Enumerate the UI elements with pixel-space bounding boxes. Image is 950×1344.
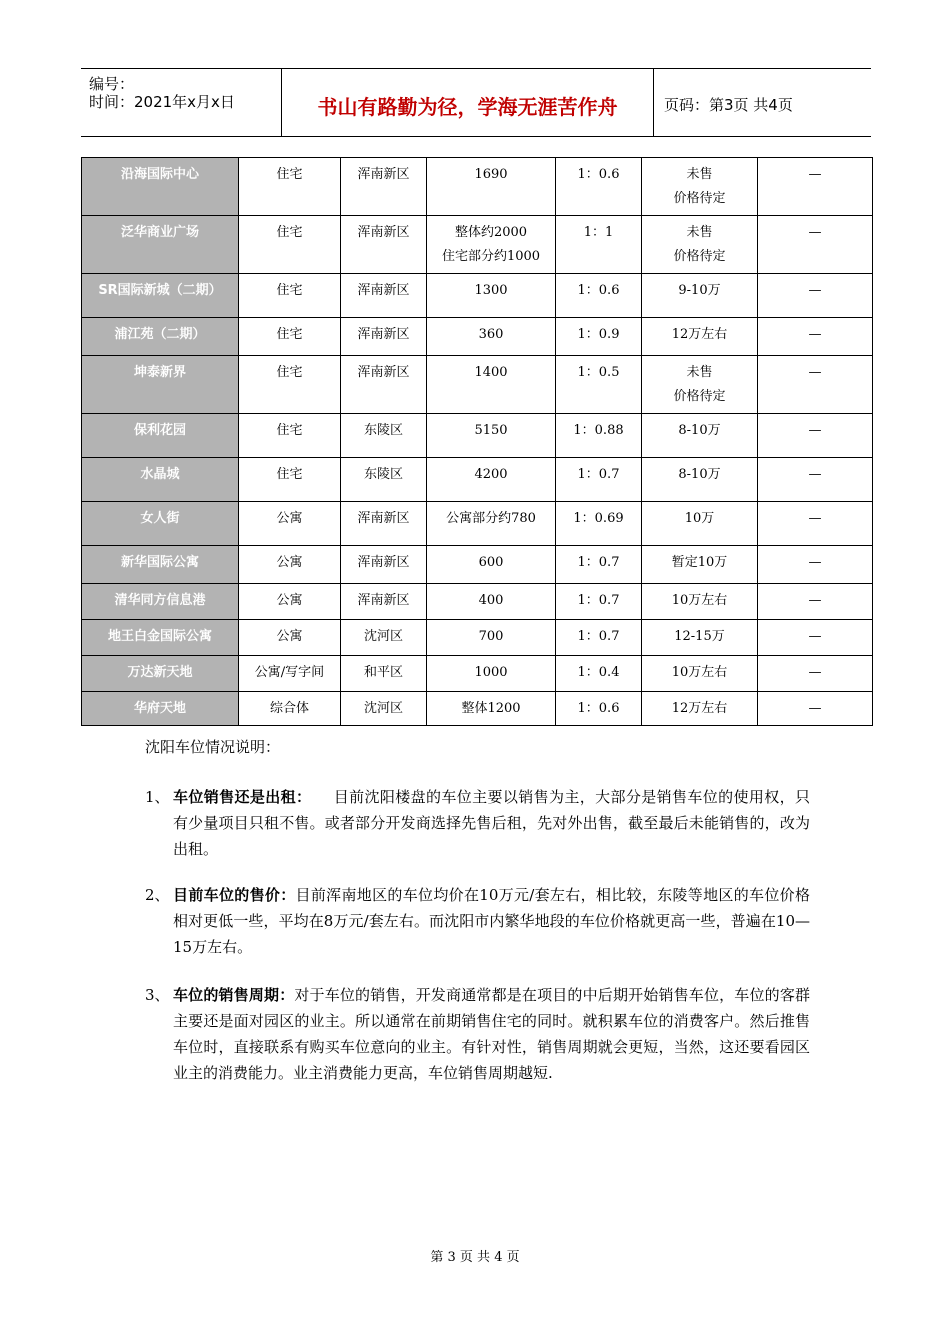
page-footer: 第 3 页 共 4 页 [430,1250,520,1265]
cell-line: 1300 [474,283,508,298]
table-row [82,318,873,356]
cell-line: 360 [478,327,504,342]
cell-line: 未售 [686,225,713,240]
row-count-cell [427,158,556,216]
header-page-cell [654,69,871,136]
row-type-cell: 住宅 [239,414,341,458]
row-name-cell: 新华国际公寓 [82,546,239,584]
row-note-cell: — [758,692,873,726]
row-ratio-cell: 1：0.69 [556,502,642,546]
item-text [173,982,810,1086]
row-ratio-cell: 1：0.7 [556,458,642,502]
cell-line: 10万左右 [671,665,728,680]
cell-line: 未售 [686,365,713,380]
cell-line: 12万左右 [671,701,728,716]
document-number-label: 编号： [89,75,135,93]
row-name-cell: 地王白金国际公寓 [82,620,239,656]
item-number: 3、 [145,986,170,1004]
row-type-cell: 公寓 [239,584,341,620]
cell-line: 整体1200 [461,701,521,716]
cell-line: 600 [478,555,504,570]
cell-line: 公寓部分约780 [446,511,536,526]
row-ratio-cell: 1：0.88 [556,414,642,458]
row-district-cell: 东陵区 [341,414,427,458]
row-ratio-cell: 1：0.4 [556,656,642,692]
item-heading: 车位的销售周期： [173,986,295,1004]
row-note-cell: — [758,356,873,414]
row-district-cell: 沈河区 [341,620,427,656]
item-body: 目前沈阳楼盘的车位主要以销售为主，大部分是销售车位的使用权，只有少量项目只租不售。或者部分开发商选择先售后租，先对外出售，截至最后未能销售的，改为出租。 [173,788,810,858]
row-price-cell [642,546,758,584]
row-name-cell: 坤泰新界 [82,356,239,414]
table-row [82,546,873,584]
item-text [173,784,810,862]
row-note-cell: — [758,502,873,546]
row-type-cell: 住宅 [239,356,341,414]
row-type-cell: 公寓 [239,546,341,584]
item-text [173,882,810,960]
row-type-cell: 公寓 [239,502,341,546]
cell-line: 4200 [474,467,508,482]
row-ratio-cell: 1：0.7 [556,584,642,620]
table-row [82,656,873,692]
cell-line: 12万左右 [671,327,728,342]
row-price-cell [642,502,758,546]
row-ratio-cell: 1：0.7 [556,546,642,584]
cell-line: 700 [478,629,504,644]
row-district-cell: 浑南新区 [341,584,427,620]
list-item [145,882,810,960]
cell-line: 1690 [474,167,508,182]
table-row [82,356,873,414]
row-note-cell: — [758,274,873,318]
item-number: 1、 [145,788,170,806]
row-note-cell: — [758,458,873,502]
row-district-cell: 沈河区 [341,692,427,726]
table-row [82,502,873,546]
row-note-cell: — [758,584,873,620]
cell-line: 9-10万 [678,283,721,298]
row-count-cell [427,656,556,692]
row-ratio-cell: 1：0.6 [556,692,642,726]
list-item [145,982,810,1086]
header-motto: 书山有路勤为径，学海无涯苦作舟 [317,95,618,119]
row-price-cell [642,356,758,414]
row-type-cell: 综合体 [239,692,341,726]
row-ratio-cell: 1：0.6 [556,158,642,216]
cell-line: 10万左右 [671,593,728,608]
row-price-cell [642,656,758,692]
page-header [81,68,871,137]
cell-line: 400 [478,593,504,608]
table-row [82,692,873,726]
row-district-cell: 浑南新区 [341,502,427,546]
header-motto-cell [282,69,654,136]
row-count-cell [427,356,556,414]
row-type-cell: 住宅 [239,274,341,318]
row-ratio-cell: 1：1 [556,216,642,274]
row-price-cell [642,692,758,726]
row-district-cell: 浑南新区 [341,546,427,584]
cell-line: 1000 [474,665,508,680]
row-count-cell [427,318,556,356]
row-count-cell [427,692,556,726]
row-name-cell: 万达新天地 [82,656,239,692]
item-body: 对于车位的销售，开发商通常都是在项目的中后期开始销售车位，车位的客群主要还是面对园区的业主。所以通常在前期销售住宅的同时。就积累车位的消费客户。然后推售车位时，直接联系有购买车位意向的业主。有针对性，销售周期就会更短，当然，这还要看园区业主的消费能力。业主消费能力更高，车位销售周期越短. [173,986,810,1082]
row-district-cell: 东陵区 [341,458,427,502]
row-ratio-cell: 1：0.6 [556,274,642,318]
row-name-cell: 清华同方信息港 [82,584,239,620]
row-price-cell [642,274,758,318]
table-row [82,158,873,216]
row-name-cell: SR国际新城（二期） [82,274,239,318]
row-count-cell [427,546,556,584]
row-count-cell [427,274,556,318]
row-count-cell [427,216,556,274]
row-ratio-cell: 1：0.7 [556,620,642,656]
row-type-cell: 住宅 [239,216,341,274]
cell-line: 未售 [686,167,713,182]
header-page-label: 页码：第3页 共4页 [664,96,793,114]
section-title: 沈阳车位情况说明： [145,738,281,756]
cell-line: 8-10万 [678,467,721,482]
row-district-cell: 浑南新区 [341,158,427,216]
row-count-cell [427,584,556,620]
row-type-cell: 住宅 [239,458,341,502]
row-price-cell [642,584,758,620]
row-note-cell: — [758,620,873,656]
row-note-cell: — [758,318,873,356]
parking-table [81,157,873,726]
item-body: 目前浑南地区的车位均价在10万元/套左右，相比较，东陵等地区的车位价格相对更低一些，平均在8万元/套左右。而沈阳市内繁华地段的车位价格就更高一些，普遍在10—15万左右。 [173,886,810,956]
row-district-cell: 浑南新区 [341,318,427,356]
row-price-cell [642,458,758,502]
row-district-cell: 浑南新区 [341,216,427,274]
row-name-cell: 保利花园 [82,414,239,458]
row-note-cell: — [758,216,873,274]
row-ratio-cell: 1：0.5 [556,356,642,414]
row-count-cell [427,502,556,546]
row-district-cell: 浑南新区 [341,274,427,318]
cell-line: 1400 [474,365,508,380]
row-count-cell [427,620,556,656]
cell-line: 12-15万 [674,629,725,644]
item-number: 2、 [145,886,170,904]
row-name-cell: 女人街 [82,502,239,546]
cell-line: 暂定10万 [671,555,728,570]
row-type-cell: 住宅 [239,158,341,216]
row-name-cell: 泛华商业广场 [82,216,239,274]
table-row [82,584,873,620]
parking-table-body [82,158,873,726]
row-price-cell [642,414,758,458]
list-item [145,784,810,862]
row-name-cell: 浦江苑（二期） [82,318,239,356]
row-name-cell: 华府天地 [82,692,239,726]
row-count-cell [427,414,556,458]
table-row [82,620,873,656]
row-type-cell: 公寓 [239,620,341,656]
row-note-cell: — [758,414,873,458]
row-district-cell: 浑南新区 [341,356,427,414]
cell-line: 10万 [684,511,715,526]
cell-line: 价格待定 [673,249,726,264]
cell-line: 价格待定 [673,389,726,404]
row-note-cell: — [758,656,873,692]
row-count-cell [427,458,556,502]
row-ratio-cell: 1：0.9 [556,318,642,356]
row-price-cell [642,216,758,274]
cell-line: 整体约2000 [454,225,528,240]
table-row [82,216,873,274]
row-type-cell: 公寓/写字间 [239,656,341,692]
row-name-cell: 沿海国际中心 [82,158,239,216]
row-note-cell: — [758,158,873,216]
table-row [82,274,873,318]
cell-line: 价格待定 [673,191,726,206]
table-row [82,458,873,502]
row-price-cell [642,318,758,356]
table-row [82,414,873,458]
cell-line: 住宅部分约1000 [441,249,541,264]
row-price-cell [642,620,758,656]
row-type-cell: 住宅 [239,318,341,356]
row-name-cell: 水晶城 [82,458,239,502]
row-note-cell: — [758,546,873,584]
header-info-cell [81,69,282,136]
row-price-cell [642,158,758,216]
item-heading: 目前车位的售价： [173,886,296,904]
row-district-cell: 和平区 [341,656,427,692]
cell-line: 5150 [474,423,508,438]
item-heading: 车位销售还是出租： [173,788,312,806]
document-date-label: 时间：2021年x月x日 [89,93,235,111]
cell-line: 8-10万 [678,423,721,438]
